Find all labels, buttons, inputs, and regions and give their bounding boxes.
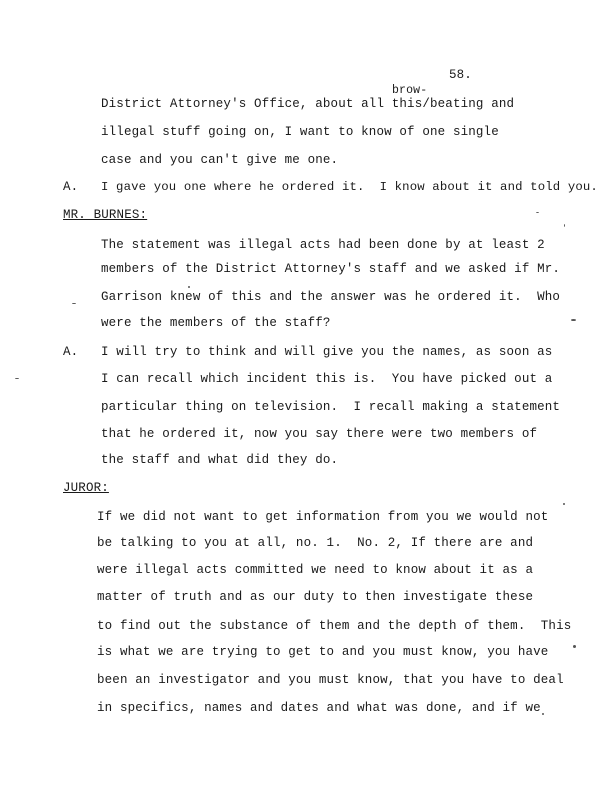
answer-line: that he ordered it, now you say there were two members of xyxy=(101,427,538,441)
answer-line: I can recall which incident this is. You have picked out a xyxy=(101,372,553,386)
answer-marker: A. xyxy=(63,345,79,359)
answer-line: I gave you one where he ordered it. I know about it and told you. xyxy=(101,180,598,194)
transcript-line: to find out the substance of them and the depth of them. This xyxy=(97,619,572,633)
transcript-line: be talking to you at all, no. 1. No. 2, If there are and xyxy=(97,536,534,550)
scan-speck xyxy=(188,286,190,288)
scan-speck xyxy=(542,713,544,715)
transcript-line: District Attorney's Office, about all this/beating and xyxy=(101,97,515,111)
transcript-line: were the members of the staff? xyxy=(101,316,331,330)
page-number: 58. xyxy=(449,68,472,82)
scan-speck xyxy=(536,212,539,213)
transcript-line: in specifics, names and dates and what was done, and if we xyxy=(97,701,541,715)
scan-speck xyxy=(15,378,19,379)
transcript-line: Garrison knew of this and the answer was he ordered it. Who xyxy=(101,290,561,304)
scan-speck xyxy=(571,319,576,321)
transcript-line: case and you can't give me one. xyxy=(101,153,339,167)
transcript-line: The statement was illegal acts had been done by at least 2 xyxy=(101,238,545,252)
interlinear-insert: brow- xyxy=(392,84,428,97)
scan-speck xyxy=(564,224,565,227)
scan-speck xyxy=(563,503,565,505)
transcript-line: illegal stuff going on, I want to know of one single xyxy=(101,125,499,139)
answer-line: I will try to think and will give you the names, as soon as xyxy=(101,345,553,359)
transcript-line: were illegal acts committed we need to know about it as a xyxy=(97,563,534,577)
speaker-label: JUROR: xyxy=(63,481,109,495)
transcript-line: members of the District Attorney's staff and we asked if Mr. xyxy=(101,262,561,276)
speaker-label: MR. BURNES: xyxy=(63,208,148,222)
answer-line: the staff and what did they do. xyxy=(101,453,339,467)
transcript-line: If we did not want to get information from you we would not xyxy=(97,510,549,524)
answer-marker: A. xyxy=(63,180,79,194)
answer-line: particular thing on television. I recall making a statement xyxy=(101,400,561,414)
transcript-line: matter of truth and as our duty to then investigate these xyxy=(97,590,534,604)
scan-speck xyxy=(573,645,576,648)
transcript-line: is what we are trying to get to and you must know, you have xyxy=(97,645,549,659)
scan-speck xyxy=(72,303,76,304)
transcript-line: been an investigator and you must know, that you have to deal xyxy=(97,673,564,687)
